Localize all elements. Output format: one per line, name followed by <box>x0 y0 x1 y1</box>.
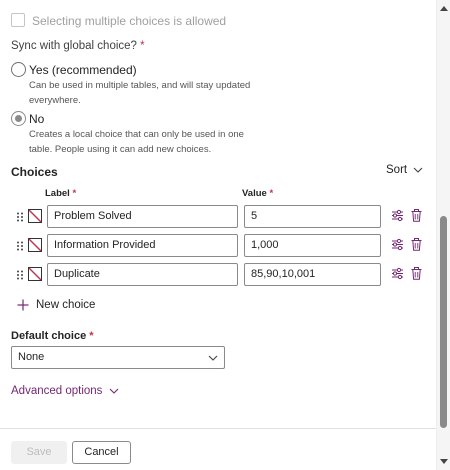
default-choice-dropdown[interactable] <box>11 346 225 369</box>
choice-label-input[interactable]: Information Provided <box>47 234 238 257</box>
choice-label-input[interactable]: Duplicate <box>47 263 238 286</box>
label-column-header <box>45 188 76 199</box>
sliders-icon[interactable] <box>391 238 404 251</box>
choice-value-input[interactable]: 5 <box>244 205 381 228</box>
choices-heading: Choices <box>11 165 58 179</box>
sync-yes-description <box>29 78 269 108</box>
grip-dots-icon[interactable] <box>16 241 24 251</box>
label-header-text: Label <box>45 188 70 199</box>
choice-value-input[interactable]: 1,000 <box>244 234 381 257</box>
sort-label: Sort <box>386 164 408 176</box>
save-button[interactable]: Save <box>11 441 67 464</box>
sort-button[interactable] <box>386 164 423 176</box>
sync-no-title: No <box>29 112 45 126</box>
default-choice-label-text: Default choice <box>11 330 87 342</box>
sync-yes-title: Yes (recommended) <box>29 63 137 77</box>
advanced-options-toggle[interactable] <box>11 385 119 397</box>
scroll-thumb[interactable] <box>440 216 447 428</box>
no-color-icon[interactable] <box>28 209 42 223</box>
footer-divider <box>0 428 436 429</box>
required-mark: * <box>269 188 274 199</box>
choice-row <box>0 263 436 286</box>
plus-icon <box>17 299 29 311</box>
required-mark: * <box>140 40 145 52</box>
choice-label-input[interactable]: Problem Solved <box>47 205 238 228</box>
value-column-header <box>242 188 273 199</box>
grip-dots-icon[interactable] <box>16 270 24 280</box>
sync-no-desc-line2: table. People using it can add new choices. <box>29 144 212 155</box>
value-header-text: Value <box>242 188 267 199</box>
required-mark: * <box>72 188 77 199</box>
required-mark: * <box>89 330 94 342</box>
new-choice-label: New choice <box>36 299 96 311</box>
sync-yes-radio[interactable] <box>11 62 26 77</box>
chevron-down-icon <box>208 355 218 361</box>
sync-yes-desc-line1: Can be used in multiple tables, and will stay updated <box>29 80 251 91</box>
choice-row <box>0 205 436 228</box>
no-color-icon[interactable] <box>28 238 42 252</box>
chevron-down-icon <box>109 388 119 394</box>
grip-dots-icon[interactable] <box>16 212 24 222</box>
trash-icon[interactable] <box>411 209 422 222</box>
no-color-icon[interactable] <box>28 267 42 281</box>
multi-select-checkbox[interactable] <box>11 13 25 27</box>
multi-select-label: Selecting multiple choices is allowed <box>32 14 227 28</box>
sync-no-description <box>29 127 269 157</box>
default-choice-label <box>11 330 94 342</box>
default-choice-value: None <box>18 351 45 363</box>
scroll-down-icon[interactable] <box>440 459 448 464</box>
advanced-options-label: Advanced options <box>11 385 103 397</box>
sync-no-desc-line1: Creates a local choice that can only be used in one <box>29 129 244 140</box>
sync-label-text: Sync with global choice? <box>11 40 137 52</box>
sync-yes-desc-line2: everywhere. <box>29 95 81 106</box>
sliders-icon[interactable] <box>391 267 404 280</box>
chevron-down-icon <box>413 167 423 173</box>
cancel-button[interactable]: Cancel <box>72 441 131 464</box>
scroll-up-icon[interactable] <box>440 6 448 11</box>
trash-icon[interactable] <box>411 238 422 251</box>
sync-no-radio[interactable] <box>11 111 26 126</box>
sync-label <box>11 40 145 52</box>
new-choice-button[interactable] <box>17 299 95 311</box>
scrollbar[interactable] <box>436 0 450 470</box>
sliders-icon[interactable] <box>391 209 404 222</box>
choice-row <box>0 234 436 257</box>
trash-icon[interactable] <box>411 267 422 280</box>
choice-value-input[interactable]: 85,90,10,001 <box>244 263 381 286</box>
